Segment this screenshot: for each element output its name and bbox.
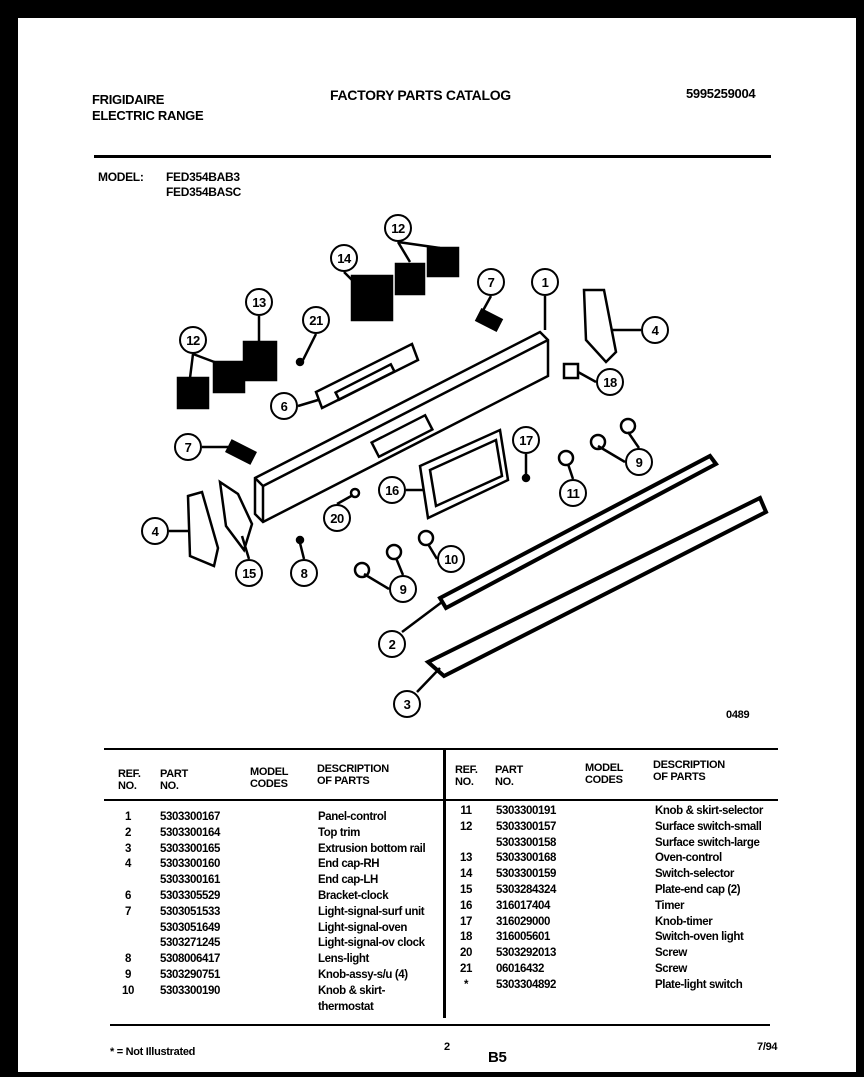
header-ref-no: REF. NO. bbox=[118, 768, 141, 792]
ref-number: 16 bbox=[460, 899, 472, 912]
ref-number: 1 bbox=[125, 811, 131, 823]
table-top-rule bbox=[104, 748, 778, 750]
table-row bbox=[446, 851, 786, 867]
ref-number: * bbox=[463, 978, 469, 991]
table-row bbox=[104, 873, 440, 889]
callout-ref-18: 18 bbox=[596, 368, 624, 396]
ref-number: 3 bbox=[125, 842, 131, 855]
callout-ref-4: 4 bbox=[141, 517, 169, 545]
header-part-no: PART NO. bbox=[160, 768, 188, 792]
header-ref-no-right: REF. NO. bbox=[455, 764, 478, 788]
callout-ref-16: 16 bbox=[378, 476, 406, 504]
header-description-right: DESCRIPTION OF PARTS bbox=[653, 759, 725, 783]
callout-ref-3: 3 bbox=[393, 690, 421, 718]
part-description: Extrusion bottom rail bbox=[318, 842, 426, 855]
table-row bbox=[104, 936, 440, 952]
part-description: Light-signal-surf unit bbox=[318, 905, 425, 918]
part-description: Lens-light bbox=[318, 953, 369, 966]
table-row bbox=[104, 921, 440, 937]
part-number: 5303300164 bbox=[160, 826, 220, 839]
part-description: Knob & skirt-selector bbox=[655, 805, 763, 817]
part-description: Surface switch-large bbox=[655, 836, 760, 849]
part-number: 5303300165 bbox=[160, 842, 220, 855]
section-code: B5 bbox=[488, 1049, 507, 1066]
callout-ref-14: 14 bbox=[330, 244, 358, 272]
table-row bbox=[446, 930, 786, 946]
part-number: 5303290751 bbox=[160, 968, 220, 981]
table-row bbox=[104, 905, 440, 921]
part-number: 5303304892 bbox=[496, 978, 556, 991]
part-number: 5303051649 bbox=[160, 921, 220, 934]
callout-ref-12: 12 bbox=[179, 326, 207, 354]
part-number: 5303300167 bbox=[160, 811, 220, 823]
ref-number: 2 bbox=[125, 826, 131, 839]
ref-number: 6 bbox=[125, 889, 131, 902]
parts-list-right bbox=[446, 804, 786, 994]
table-row bbox=[104, 842, 440, 858]
table-row bbox=[446, 883, 786, 899]
part-description: Light-signal-ov clock bbox=[318, 937, 425, 950]
callout-ref-10: 10 bbox=[437, 545, 465, 573]
table-row bbox=[104, 810, 440, 826]
ref-number: 8 bbox=[125, 953, 131, 966]
table-row bbox=[446, 836, 786, 852]
callout-ref-4: 4 bbox=[641, 316, 669, 344]
ref-number: 4 bbox=[125, 858, 131, 871]
part-description: Knob & skirt- bbox=[318, 984, 385, 997]
footer-rule bbox=[110, 1024, 770, 1026]
callout-ref-9: 9 bbox=[389, 575, 417, 603]
callout-ref-7: 7 bbox=[174, 433, 202, 461]
part-number: 5303051533 bbox=[160, 905, 220, 918]
ref-number: 21 bbox=[460, 962, 472, 975]
callout-ref-6: 6 bbox=[270, 392, 298, 420]
ref-number: 15 bbox=[460, 883, 472, 896]
table-row bbox=[104, 889, 440, 905]
model-number-1: FED354BAB3 bbox=[166, 170, 240, 184]
part-number: 5303292013 bbox=[496, 947, 556, 960]
revision-date: 7/94 bbox=[757, 1041, 778, 1053]
table-row bbox=[446, 820, 786, 836]
header-model-codes: MODEL CODES bbox=[250, 766, 289, 790]
callout-ref-11: 11 bbox=[559, 479, 587, 507]
table-row bbox=[446, 978, 786, 994]
part-description: Panel-control bbox=[318, 811, 387, 823]
table-row bbox=[446, 962, 786, 978]
part-description: Switch-selector bbox=[655, 868, 734, 881]
part-description: Top trim bbox=[318, 826, 360, 839]
callout-ref-12: 12 bbox=[384, 214, 412, 242]
callout-ref-9: 9 bbox=[625, 448, 653, 476]
part-description: Switch-oven light bbox=[655, 931, 744, 944]
callout-ref-21: 21 bbox=[302, 306, 330, 334]
ref-number: 11 bbox=[460, 805, 472, 817]
ref-number: 18 bbox=[460, 931, 472, 944]
model-number-2: FED354BASC bbox=[166, 185, 242, 199]
part-description: Surface switch-small bbox=[655, 820, 762, 833]
brand-name: FRIGIDAIRE bbox=[92, 92, 165, 107]
callout-ref-13: 13 bbox=[245, 288, 273, 316]
part-description: Bracket-clock bbox=[318, 889, 389, 902]
parts-list-left bbox=[104, 810, 440, 1015]
table-row bbox=[104, 984, 440, 1000]
ref-number: 20 bbox=[460, 947, 472, 960]
part-number: 5303300161 bbox=[160, 874, 220, 887]
header-part-no-right: PART NO. bbox=[495, 764, 523, 788]
part-number: 5303300160 bbox=[160, 858, 220, 871]
callout-ref-17: 17 bbox=[512, 426, 540, 454]
part-description: Knob-assy-s/u (4) bbox=[318, 968, 408, 981]
part-number: 316005601 bbox=[496, 931, 550, 944]
part-description: End cap-RH bbox=[318, 858, 380, 871]
table-row bbox=[446, 804, 786, 820]
ref-number: 12 bbox=[460, 820, 472, 833]
table-row bbox=[446, 946, 786, 962]
ref-number: 17 bbox=[460, 915, 472, 928]
table-row bbox=[104, 1000, 440, 1016]
ref-number: 7 bbox=[125, 905, 131, 918]
part-description: End cap-LH bbox=[318, 874, 378, 887]
drawing-code: 0489 bbox=[726, 709, 750, 721]
table-header-rule bbox=[104, 799, 778, 801]
not-illustrated-note: * = Not Illustrated bbox=[110, 1046, 196, 1058]
header-description: DESCRIPTION OF PARTS bbox=[317, 763, 389, 787]
part-number: 5303300159 bbox=[496, 868, 556, 881]
product-name: ELECTRIC RANGE bbox=[92, 108, 204, 123]
table-row bbox=[104, 826, 440, 842]
part-description: thermostat bbox=[318, 1000, 374, 1013]
part-number: 5303284324 bbox=[496, 883, 556, 896]
part-number: 5303300168 bbox=[496, 852, 556, 865]
part-description: Timer bbox=[655, 899, 685, 912]
callout-ref-2: 2 bbox=[378, 630, 406, 658]
table-row bbox=[104, 952, 440, 968]
part-description: Plate-light switch bbox=[655, 978, 743, 991]
part-number: 5303300190 bbox=[160, 984, 220, 997]
ref-number: 9 bbox=[125, 968, 131, 981]
callout-ref-8: 8 bbox=[290, 559, 318, 587]
part-description: Light-signal-oven bbox=[318, 921, 408, 934]
ref-number: 14 bbox=[460, 868, 472, 881]
table-row bbox=[446, 867, 786, 883]
part-number: 06016432 bbox=[496, 962, 544, 975]
table-row bbox=[446, 899, 786, 915]
catalog-title: FACTORY PARTS CATALOG bbox=[330, 87, 511, 103]
table-row bbox=[104, 857, 440, 873]
part-number: 5303271245 bbox=[160, 937, 220, 950]
part-description: Plate-end cap (2) bbox=[655, 883, 741, 896]
part-description: Screw bbox=[655, 962, 687, 975]
part-number: 5303300191 bbox=[496, 805, 556, 817]
callout-ref-1: 1 bbox=[531, 268, 559, 296]
part-number: 316029000 bbox=[496, 915, 550, 928]
part-number: 5303300157 bbox=[496, 820, 556, 833]
page-number: 2 bbox=[444, 1041, 450, 1053]
part-number: 5308006417 bbox=[160, 953, 220, 966]
part-number: 5303300158 bbox=[496, 836, 556, 849]
part-description: Oven-control bbox=[655, 852, 722, 865]
callout-ref-7: 7 bbox=[477, 268, 505, 296]
part-number: 316017404 bbox=[496, 899, 550, 912]
model-label: MODEL: bbox=[98, 170, 144, 184]
ref-number: 13 bbox=[460, 852, 472, 865]
catalog-number: 5995259004 bbox=[686, 86, 756, 101]
callout-ref-15: 15 bbox=[235, 559, 263, 587]
table-row bbox=[446, 915, 786, 931]
part-description: Knob-timer bbox=[655, 915, 713, 928]
callout-ref-20: 20 bbox=[323, 504, 351, 532]
part-number: 5303305529 bbox=[160, 889, 220, 902]
ref-number: 10 bbox=[122, 984, 134, 997]
table-row bbox=[104, 968, 440, 984]
part-description: Screw bbox=[655, 947, 687, 960]
header-model-codes-right: MODEL CODES bbox=[585, 762, 624, 786]
